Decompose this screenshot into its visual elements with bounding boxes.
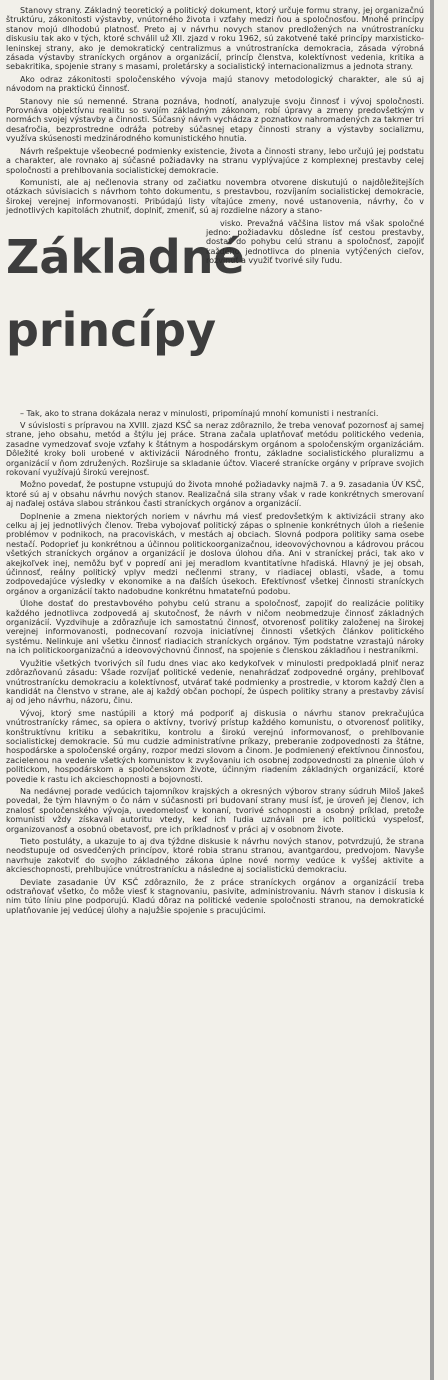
article-paragraph: Možno povedať, že postupne vstupujú do života mnohé požiadavky najmä 7. a 9. zasadania ÚV KSČ, ktoré sú aj v obsahu návrhu nových stanov. Realizačná sila strany však v rade konkrétnych smerovaní aj naďalej ostáva slabou stránkou časti straníckych orgánov a organizácií. xyxy=(6,480,424,509)
article-paragraph: Tieto postuláty, a ukazuje to aj dva týždne diskusie k návrhu nových stanov, potvrdzujú, že strana neodstupuje od osvedčených princípov, ktoré robia stranu stranou, avantgardou, predvojom. Navyše navrhuje zakotviť do svojho základného zákona úplne nové normy vedúce k vyššej aktivite a akcieschopnosti, prehlbujúce vnútrostranícku a následne aj socialistickú demokraciu. xyxy=(6,837,424,875)
article-paragraph: Návrh rešpektuje všeobecné podmienky existencie, života a činnosti strany, lebo určujú jej podstatu a charakter, ale rovnako aj súčasné požiadavky na stranu vyplývajúce z komplexnej prestavby celej spoločnosti a prehlbovania socialistickej demokracie. xyxy=(6,146,424,175)
heading-block xyxy=(6,219,424,409)
article-paragraph: Stanovy nie sú nemenné. Strana poznáva, hodnotí, analyzuje svoju činnosť i vývoj spoločnosti. Porovnáva objektívnu realitu so svojím základným zákonom, robí úpravy a zmeny predovšetkým v normách svojej výstavby a činnosti. Súčasný návrh vychádza z poznatkov nahromadených za takmer tri desaťročia, bezprostredne odráža potreby súčasnej etapy činnosti strany a výstavby socializmu, využíva skúsenosti medzinárodného komunistického hnutia. xyxy=(6,96,424,144)
article-paragraph: Na nedávnej porade vedúcich tajomníkov krajských a okresných výborov strany súdruh Miloš Jakeš povedal, že tým hlavným o čo nám v súčasnosti pri budovaní strany musí ísť, je úroveň jej členov, ich znalosť spoločenského vývoja, uvedomelosť v konaní, tvorivé schopnosti a osobný príklad, pretože komunisti vždy získavali autoritu vtedy, keď ich ľudia uznávali pre ich politickú vyspelosť, organizovanosť a osobnú obetavosť, pre ich príkladnosť v práci aj v osobnom živote. xyxy=(6,786,424,834)
article-paragraph: Stanovy strany. Základný teoretický a politický dokument, ktorý určuje formu strany, jej organizačnú štruktúru, zákonitosti výstavby, vnútorného života i vzťahy medzi ňou a spoločnosťou. Mnohé princípy stanov mojú dlhodobú platnosť. Preto aj v návrhu novych stanov predložených na vnútrostranícku diskusiu tak ako v tých, ktoré schválil už XII. zjazd v roku 1962, sú zakotvené také princípy marxisticko-leninskej strany, ako je demokratický centralizmus a vnútrostranícka demokracia, zásada výrobná zásada výstavby straníckych orgánov a organizácií, princíp členstva, kolektívnost vedenia, kritika a sebakritika, spojenie strany s masami, proletársky a socialistický internacionalizmus a jednota strany. xyxy=(6,6,424,72)
article-paragraph: Ako odraz zákonitosti spoločenského vývoja majú stanovy metodologický charakter, ale sú aj návodom na praktickú činnosť. xyxy=(6,74,424,94)
article-column xyxy=(6,6,424,918)
article-paragraph: – Tak, ako to strana dokázala neraz v minulosti, pripomínajú mnohí komunisti i nestraníci. xyxy=(20,408,379,418)
heading-line-2: princípy xyxy=(6,302,217,357)
article-heading xyxy=(6,219,245,409)
article-paragraph: Komunisti, ale aj nečlenovia strany od začiatku novembra otvorene diskutujú o najdôležitejších otázkach súvisiacich s návrhom tohto dokumentu, s prestavbou, rozvíjaním socialistickej demokracie, širokej verejnej informovanosti. Pribúdajú listy vítajúce zmeny, nové ustanovenia, návrhy, čo v jednotlivých kapitolách zhutniť, doplniť, zmeniť, sú aj rozdielne názory a stano- xyxy=(6,177,424,216)
article-paragraph: Využitie všetkých tvorivých síl ľudu dnes viac ako kedykoľvek v minulosti predpokladá plniť neraz zdôrazňovanú zásadu: Všade rozvíjať politické vedenie, nenahrádzať zodpovedné orgány, prehlbovať vnútrostranícku demokraciu a kolektívnosť, utvárať také podmienky a prostredie, v ktorom každý člen a kandidát na členstvo v strane, ale aj každý občan pochopí, že úspech politiky strany a prestavby závisí aj od jeho návrhu, názoru, činu. xyxy=(6,658,424,706)
column-divider-rule xyxy=(430,0,434,1380)
article-paragraph: Doplnenie a zmena niektorých noriem v návrhu má viesť predovšetkým k aktivizácii strany ako celku aj jej jednotlivých členov. Treba vybojovať politický zápas o splnenie konkrétnych úloh a riešenie problémov v podnikoch, na pracoviskách, v mestách aj obciach. Slovná podpora politiky sama osebe nestačí. Podoprieť ju konkrétnou a účinnou politickoorganizačnou, ideovovýchovnou a kádrovou prácou všetkých straníckych orgánov a organizácií je doslova úlohou dňa. Ani v straníckej práci, tak ako v akejkoľvek inej, nemôžu byť v popredí ani jej meradlom kvantitatívne hľadiská. Hlavný je jej obsah, účinnosť, reálny politický vplyv medzi nečlenmi strany, v riadiacej oblasti, všade, a tomu zodpovedajúce výsledky v ekonomike a na ďalších úsekoch. Efektívnosť všetkej činnosti straníckych orgánov a organizácií takto nadobudne konkrétnu hmatateľnú podobu. xyxy=(6,511,424,596)
article-paragraph: Deviate zasadanie ÚV KSČ zdôraznilo, že z práce straníckych orgánov a organizácií treba odstraňovať všetko, čo môže viesť k stagnovaniu, pasivite, administrovaniu. Návrh stanov i diskusia k nim túto líniu plne podporujú. Kladú dôraz na politické vedenie spoločnosti stranou, na demokratické uplatňovanie jej vedúcej úlohy a najužšie spojenie s pracujúcimi. xyxy=(6,877,424,915)
side-paragraph: visko. Prevažná väčšina listov má však spoločné jedno: požiadavku dôsledne ísť cestou prestavby, dostať do pohybu celú stranu a spoločnosť, zapojiť každého jednotlivca do plnenia vytýčených cieľov, rozvinúť a využiť tvorivé sily ľudu. xyxy=(206,218,424,266)
article-paragraph: Vývoj, ktorý sme nastúpili a ktorý má podporiť aj diskusia o návrhu stanov prekračujúca vnútrostranícky rámec, sa opiera o aktívny, tvorivý prístup každého komunistu, o otvorenosť politiky, konštruktívnu kritiku a sebakritiku, kontrolu a širokú verejnú informovanosť, o prehlbovanie socialistickej demokracie. Sú mu cudzie administratívne príkazy, preberanie zodpovednosti za štátne, hospodárske a spoločenské orgány, rozpor medzi slovom a činom. Je podmienený efektívnou činnosťou, zacielenou na vedenie všetkých komunistov k zvyšovaniu ich osobnej zodpovednosti za plnenie úloh v politickom, hospodárskom a spoločenskom živote, účinným riadením základných organizácií, ktoré povedie k rastu ich akcieschopnosti a bojovnosti. xyxy=(6,708,424,784)
heading-line-1: Základné xyxy=(6,229,245,284)
article-paragraph: Úlohe dostať do prestavbového pohybu celú stranu a spoločnosť, zapojiť do realizácie politiky každého jednotlivca zodpovedá aj skutočnosť, že návrh v ničom neobmedzuje činnosť základných organizácií. Vyzdvihuje a zdôrazňuje ich samostatnú činnosť, otvorenosť politiky založenej na širokej verejnej informovanosti, podnecovaní rozvoja iniciatívnej činnosti všetkých článkov politického systému. Nelinkuje ani všetku činnosť riadiacich straníckych orgánov. Tým podstatne vzrastajú nároky na ich politickoorganizačnú a ideovovýchovnú činnosť, na spojenie s členskou základňou i nestraníkmi. xyxy=(6,599,424,656)
article-paragraph: V súvislosti s prípravou na XVIII. zjazd KSČ sa neraz zdôraznilo, že treba venovať pozornosť aj samej strane, jeho obsahu, metód a štýlu jej práce. Strana začala uplatňovať metódu politického vedenia, zasadne vymedzovať svoje vzťahy k štátnym a hospodárskym orgánom a spoločenským organizáciám. Dôležité kroky boli urobené v aktivizácii Národného frontu, základne socialistického pluralizmu a organizácií v ňom združených. Rozširuje sa skladanie účtov. Viaceré stranícke orgány v príprave svojich rokovaní využívajú širokú verejnosť. xyxy=(6,420,424,477)
